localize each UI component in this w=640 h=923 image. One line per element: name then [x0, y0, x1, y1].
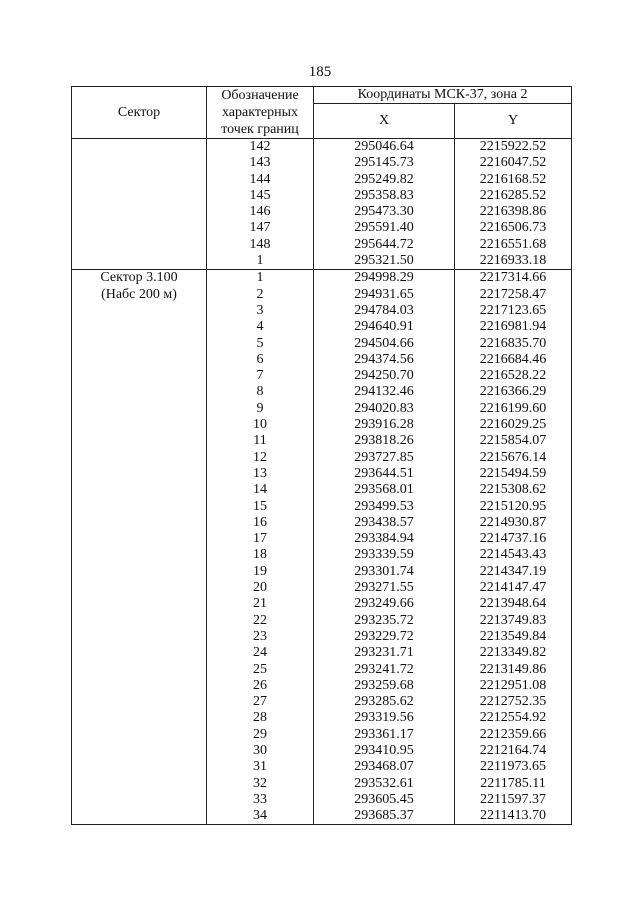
x-cell: 293231.71	[314, 645, 455, 661]
y-cell: 2217258.47	[455, 287, 572, 303]
point-cell: 144	[207, 172, 314, 188]
point-cell: 3	[207, 303, 314, 319]
x-cell: 294132.46	[314, 384, 455, 400]
point-cell: 32	[207, 776, 314, 792]
sector-name: Сектор 3.100	[100, 270, 178, 286]
y-cell: 2212359.66	[455, 727, 572, 743]
table-row	[72, 139, 572, 156]
point-cell: 26	[207, 678, 314, 694]
y-cell: 2216506.73	[455, 220, 572, 236]
y-cell: 2216047.52	[455, 155, 572, 171]
y-cell: 2213749.83	[455, 613, 572, 629]
x-cell: 295358.83	[314, 188, 455, 204]
point-cell: 31	[207, 759, 314, 775]
y-cell: 2212554.92	[455, 710, 572, 726]
y-cell: 2217123.65	[455, 303, 572, 319]
table-body	[72, 139, 572, 825]
point-cell: 30	[207, 743, 314, 759]
point-cell: 148	[207, 237, 314, 253]
point-cell: 147	[207, 220, 314, 236]
point-cell: 17	[207, 531, 314, 547]
y-cell: 2216528.22	[455, 368, 572, 384]
x-cell: 293532.61	[314, 776, 455, 792]
y-cell: 2215494.59	[455, 466, 572, 482]
y-cell: 2211785.11	[455, 776, 572, 792]
point-cell: 21	[207, 596, 314, 612]
x-cell: 295249.82	[314, 172, 455, 188]
point-cell: 24	[207, 645, 314, 661]
point-cell: 13	[207, 466, 314, 482]
x-cell: 293818.26	[314, 433, 455, 449]
x-cell: 295046.64	[314, 139, 455, 156]
y-cell: 2215308.62	[455, 482, 572, 498]
x-cell: 295591.40	[314, 220, 455, 236]
y-cell: 2216551.68	[455, 237, 572, 253]
y-cell: 2215676.14	[455, 450, 572, 466]
x-cell: 293271.55	[314, 580, 455, 596]
point-cell: 1	[207, 270, 314, 287]
y-cell: 2217314.66	[455, 270, 572, 287]
point-cell: 143	[207, 155, 314, 171]
point-cell: 145	[207, 188, 314, 204]
y-cell: 2211597.37	[455, 792, 572, 808]
sector-cell	[72, 139, 207, 270]
x-cell: 294640.91	[314, 319, 455, 335]
y-cell: 2213948.64	[455, 596, 572, 612]
x-cell: 293644.51	[314, 466, 455, 482]
point-cell: 22	[207, 613, 314, 629]
point-cell: 11	[207, 433, 314, 449]
x-cell: 293285.62	[314, 694, 455, 710]
y-cell: 2214737.16	[455, 531, 572, 547]
y-cell: 2213149.86	[455, 662, 572, 678]
point-cell: 28	[207, 710, 314, 726]
table-header	[72, 87, 572, 139]
y-cell: 2213349.82	[455, 645, 572, 661]
y-cell: 2211973.65	[455, 759, 572, 775]
point-cell: 19	[207, 564, 314, 580]
y-cell: 2215922.52	[455, 139, 572, 156]
x-cell: 293438.57	[314, 515, 455, 531]
y-cell: 2216366.29	[455, 384, 572, 400]
y-cell: 2214930.87	[455, 515, 572, 531]
point-cell: 34	[207, 808, 314, 825]
y-cell: 2214543.43	[455, 547, 572, 563]
y-cell: 2216285.52	[455, 188, 572, 204]
x-cell: 293339.59	[314, 547, 455, 563]
point-cell: 20	[207, 580, 314, 596]
y-cell: 2216933.18	[455, 253, 572, 270]
point-cell: 146	[207, 204, 314, 220]
y-cell: 2216684.46	[455, 352, 572, 368]
sector-header: Сектор	[72, 87, 207, 139]
point-cell: 15	[207, 499, 314, 515]
x-cell: 293241.72	[314, 662, 455, 678]
x-cell: 293685.37	[314, 808, 455, 825]
y-cell: 2212752.35	[455, 694, 572, 710]
point-cell: 33	[207, 792, 314, 808]
sector-cell	[72, 270, 207, 825]
point-cell: 12	[207, 450, 314, 466]
x-cell: 293235.72	[314, 613, 455, 629]
coords-header: Координаты МСК-37, зона 2	[314, 87, 572, 104]
point-cell: 23	[207, 629, 314, 645]
point-cell: 5	[207, 336, 314, 352]
table-row	[72, 270, 572, 287]
x-cell: 293727.85	[314, 450, 455, 466]
y-cell: 2216029.25	[455, 417, 572, 433]
point-cell: 14	[207, 482, 314, 498]
x-cell: 294931.65	[314, 287, 455, 303]
x-cell: 293410.95	[314, 743, 455, 759]
point-cell: 10	[207, 417, 314, 433]
y-cell: 2216398.86	[455, 204, 572, 220]
point-cell: 9	[207, 401, 314, 417]
x-cell: 293568.01	[314, 482, 455, 498]
x-cell: 293468.07	[314, 759, 455, 775]
y-cell: 2215854.07	[455, 433, 572, 449]
x-cell: 293605.45	[314, 792, 455, 808]
x-cell: 293319.56	[314, 710, 455, 726]
point-header: Обозначение характерных точек границ	[207, 87, 314, 139]
y-cell: 2216168.52	[455, 172, 572, 188]
sector-height: (Набс 200 м)	[101, 286, 177, 302]
x-cell: 293249.66	[314, 596, 455, 612]
x-cell: 295321.50	[314, 253, 455, 270]
x-cell: 293301.74	[314, 564, 455, 580]
y-cell: 2216199.60	[455, 401, 572, 417]
x-cell: 294374.56	[314, 352, 455, 368]
point-cell: 29	[207, 727, 314, 743]
point-cell: 1	[207, 253, 314, 270]
x-cell: 294504.66	[314, 336, 455, 352]
y-cell: 2212951.08	[455, 678, 572, 694]
coordinates-table	[71, 86, 572, 825]
x-cell: 294250.70	[314, 368, 455, 384]
point-cell: 7	[207, 368, 314, 384]
point-cell: 4	[207, 319, 314, 335]
point-cell: 2	[207, 287, 314, 303]
y-cell: 2215120.95	[455, 499, 572, 515]
x-cell: 294784.03	[314, 303, 455, 319]
y-cell: 2216981.94	[455, 319, 572, 335]
x-cell: 293361.17	[314, 727, 455, 743]
y-cell: 2214147.47	[455, 580, 572, 596]
point-cell: 8	[207, 384, 314, 400]
x-cell: 293259.68	[314, 678, 455, 694]
x-cell: 295473.30	[314, 204, 455, 220]
x-cell: 293229.72	[314, 629, 455, 645]
point-cell: 27	[207, 694, 314, 710]
x-header: X	[314, 104, 455, 139]
x-cell: 295145.73	[314, 155, 455, 171]
y-cell: 2212164.74	[455, 743, 572, 759]
x-cell: 294020.83	[314, 401, 455, 417]
x-cell: 293384.94	[314, 531, 455, 547]
y-header: Y	[455, 104, 572, 139]
x-cell: 294998.29	[314, 270, 455, 287]
page-number: 185	[308, 64, 332, 80]
point-cell: 18	[207, 547, 314, 563]
point-cell: 6	[207, 352, 314, 368]
point-cell: 25	[207, 662, 314, 678]
y-cell: 2211413.70	[455, 808, 572, 825]
y-cell: 2213549.84	[455, 629, 572, 645]
y-cell: 2214347.19	[455, 564, 572, 580]
x-cell: 295644.72	[314, 237, 455, 253]
x-cell: 293499.53	[314, 499, 455, 515]
x-cell: 293916.28	[314, 417, 455, 433]
point-cell: 16	[207, 515, 314, 531]
y-cell: 2216835.70	[455, 336, 572, 352]
point-cell: 142	[207, 139, 314, 156]
